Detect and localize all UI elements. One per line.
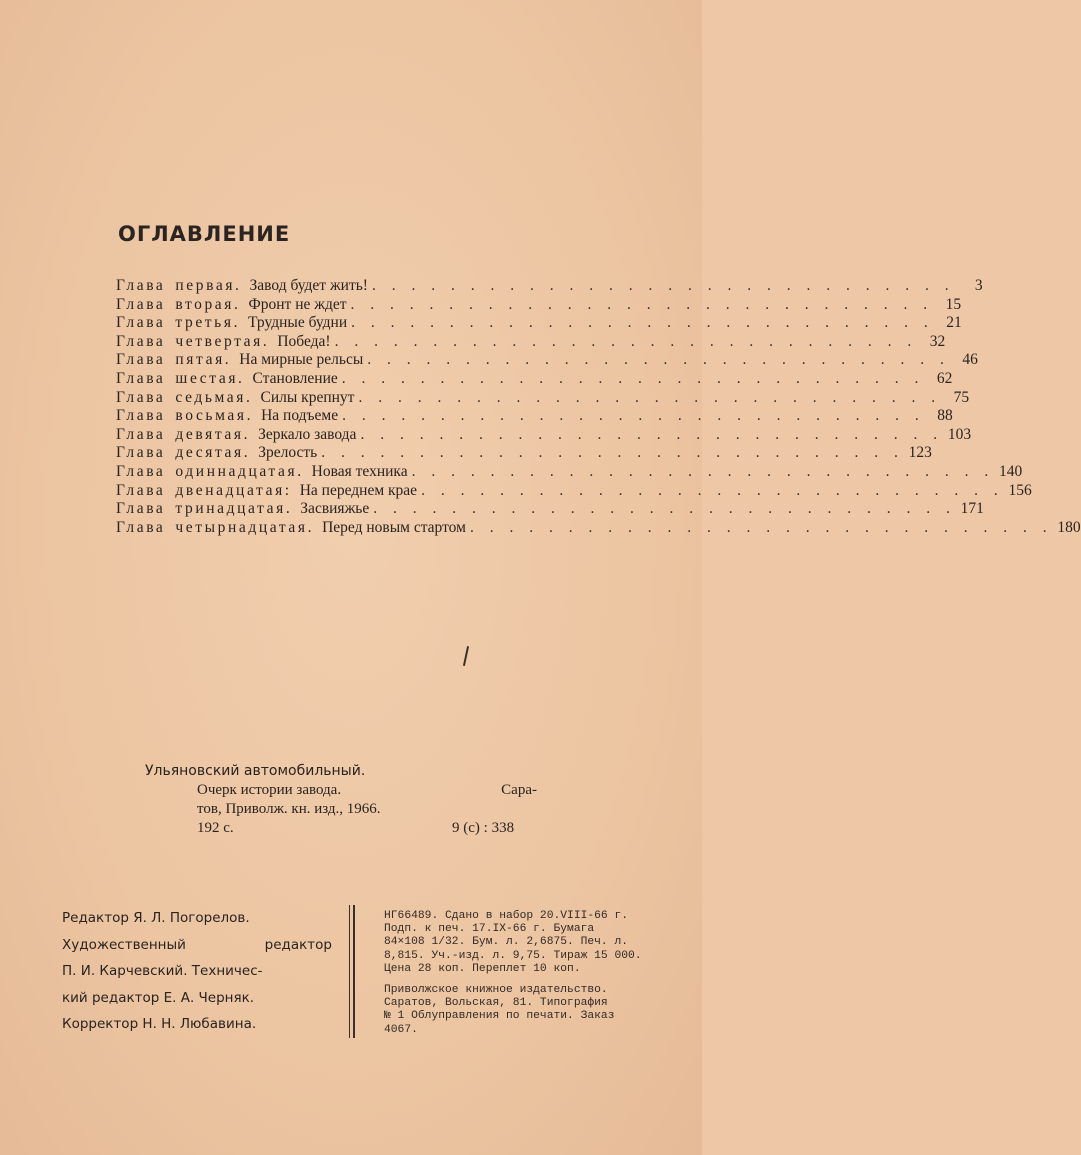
credit-line: редактор	[264, 936, 332, 953]
toc-chapter-label: Глава	[116, 444, 166, 462]
toc-entry	[116, 388, 970, 408]
toc-chapter-title: На подъеме	[261, 407, 339, 425]
toc-entry	[116, 369, 953, 389]
toc-entry	[116, 407, 953, 426]
toc-chapter-number: восьмая.	[175, 407, 254, 425]
toc-page-number: 32	[929, 332, 946, 350]
toc-chapter-label: Глава	[116, 388, 166, 406]
toc-entry	[116, 295, 962, 315]
toc-chapter-number: пятая.	[175, 351, 232, 369]
toc-page-number: 156	[1008, 481, 1032, 499]
toc-chapter-label: Глава	[116, 500, 166, 518]
biblio-line-2: Очерк истории завода.	[197, 782, 342, 798]
toc-page-number: 103	[947, 425, 972, 443]
toc-chapter-title: Фронт не ждет	[248, 295, 347, 313]
toc-leader-dots: . . . . . . . . . . . . . . . . . . . . . . . . . . . . . .	[358, 388, 942, 406]
toc-chapter-title: Трудные будни	[248, 314, 348, 332]
toc-leader-dots: . . . . . . . . . . . . . . . . . . . . . . . . . . . . . .	[341, 369, 925, 387]
toc-page-number: 88	[937, 407, 953, 425]
toc-chapter-label: Глава	[116, 369, 166, 387]
toc-leader-dots: . . . . . . . . . . . . . . . . . . . . . . . . . . . . . .	[342, 407, 925, 425]
print-line: Подп. к печ. 17.IX-66 г. Бумага	[384, 923, 595, 936]
toc-chapter-number: шестая.	[175, 369, 245, 387]
toc-entry	[116, 277, 983, 296]
table-of-contents	[116, 277, 1081, 537]
credit-line: Корректор Н. Н. Любавина.	[62, 1016, 257, 1032]
toc-entry	[116, 332, 946, 352]
toc-chapter-title: Завод будет жить!	[249, 277, 368, 294]
toc-chapter-title: Силы крепнут	[260, 388, 355, 406]
print-line: № 1 Облуправления по печати. Заказ	[384, 1010, 615, 1023]
toc-leader-dots: . . . . . . . . . . . . . . . . . . . . . . . . . . . . . .	[360, 425, 944, 443]
toc-chapter-title: Становление	[252, 369, 338, 387]
toc-chapter-number: первая.	[175, 277, 242, 294]
toc-entry	[116, 462, 1023, 482]
toc-leader-dots: . . . . . . . . . . . . . . . . . . . . . . . . . . . . . .	[351, 314, 934, 332]
biblio-line-3: тов, Приволж. кн. изд., 1966.	[197, 801, 381, 817]
toc-page-number: 180	[1057, 518, 1081, 536]
bibliographic-record	[145, 762, 537, 838]
toc-chapter-number: тринадцатая.	[175, 500, 293, 518]
toc-chapter-number: двенадцатая:	[175, 481, 292, 499]
toc-leader-dots: . . . . . . . . . . . . . . . . . . . . . . . . . . . . . .	[334, 332, 918, 350]
toc-chapter-number: третья.	[175, 314, 241, 332]
toc-chapter-number: седьмая.	[175, 388, 253, 406]
printing-info	[384, 910, 652, 1037]
print-line: 84×108 1/32. Бум. л. 2,6875. Печ. л.	[384, 936, 629, 949]
toc-chapter-label: Глава	[116, 314, 166, 332]
toc-chapter-label: Глава	[116, 277, 166, 294]
toc-leader-dots: . . . . . . . . . . . . . . . . . . . . . . . . . . . . . .	[367, 351, 950, 369]
toc-chapter-number: девятая.	[175, 425, 251, 443]
toc-leader-dots: . . . . . . . . . . . . . . . . . . . . . . . . . . . . . .	[469, 518, 1053, 536]
print-line: Цена 28 коп. Переплет 10 коп.	[384, 962, 581, 975]
toc-leader-dots: . . . . . . . . . . . . . . . . . . . . . . . . . . . . . .	[373, 500, 956, 518]
toc-page-number: 75	[953, 388, 970, 406]
toc-chapter-label: Глава	[116, 351, 166, 369]
toc-entry	[116, 351, 978, 370]
classification-index: 9 (с) : 338	[452, 820, 515, 836]
toc-page-number: 140	[998, 462, 1023, 480]
toc-leader-dots: . . . . . . . . . . . . . . . . . . . . . . . . . . . . . .	[421, 481, 1004, 499]
toc-chapter-title: Новая техника	[311, 462, 408, 480]
toc-chapter-title: Засвияжье	[300, 500, 370, 518]
toc-page-number: 15	[945, 295, 962, 313]
toc-entry	[116, 481, 1032, 501]
credit-line: П. И. Карчевский. Техничес-	[62, 963, 263, 979]
toc-leader-dots: . . . . . . . . . . . . . . . . . . . . . . . . . . . . . .	[371, 277, 955, 294]
toc-chapter-label: Глава	[116, 407, 166, 425]
toc-chapter-title: Победа!	[277, 332, 331, 350]
toc-chapter-title: Перед новым стартом	[322, 518, 466, 536]
print-line: 4067.	[384, 1023, 418, 1036]
toc-page-number: 171	[960, 500, 984, 518]
toc-chapter-number: одиннадцатая.	[175, 462, 304, 480]
toc-leader-dots: . . . . . . . . . . . . . . . . . . . . . . . . . . . . . .	[321, 444, 904, 462]
credit-line: Художественный	[62, 936, 186, 953]
biblio-line-2-end: Сара-	[501, 782, 537, 798]
toc-heading: ОГЛАВЛЕНИЕ	[118, 222, 291, 246]
toc-chapter-label: Глава	[116, 462, 166, 480]
toc-entry	[116, 518, 1081, 538]
biblio-title: Ульяновский автомобильный.	[145, 763, 366, 779]
toc-chapter-label: Глава	[116, 295, 166, 313]
credit-line: Редактор Я. Л. Погорелов.	[62, 910, 250, 926]
biblio-line-4: 192 с.	[197, 820, 234, 836]
toc-page-number: 21	[946, 314, 962, 332]
toc-page-number: 123	[908, 444, 932, 462]
print-line: Приволжское книжное издательство.	[384, 984, 608, 997]
ink-mark	[463, 646, 469, 666]
print-line: НГ66489. Сдано в набор 20.VIII-66 г.	[384, 910, 629, 922]
toc-chapter-number: вторая.	[175, 295, 241, 313]
toc-chapter-number: четвертая.	[175, 332, 270, 350]
toc-chapter-label: Глава	[116, 481, 166, 499]
credit-line: кий редактор Е. А. Черняк.	[62, 989, 255, 1006]
toc-chapter-title: Зеркало завода	[258, 425, 357, 443]
print-line: 8,815. Уч.-изд. л. 9,75. Тираж 15 000.	[384, 949, 642, 962]
toc-entry	[116, 425, 972, 445]
toc-leader-dots: . . . . . . . . . . . . . . . . . . . . . . . . . . . . . .	[350, 295, 934, 313]
print-line: Саратов, Вольская, 81. Типография	[384, 997, 608, 1010]
toc-chapter-label: Глава	[116, 332, 166, 350]
toc-chapter-label: Глава	[116, 425, 166, 443]
toc-chapter-label: Глава	[116, 518, 166, 536]
toc-page-number: 46	[962, 351, 978, 369]
toc-entry	[116, 444, 932, 463]
toc-leader-dots: . . . . . . . . . . . . . . . . . . . . . . . . . . . . . .	[411, 462, 995, 480]
editorial-credits	[62, 905, 332, 1038]
toc-page-number: 3	[974, 277, 983, 294]
toc-chapter-title: На мирные рельсы	[239, 351, 364, 369]
toc-page-number: 62	[936, 369, 953, 387]
toc-chapter-number: десятая.	[175, 444, 251, 462]
toc-chapter-number: четырнадцатая.	[175, 518, 315, 536]
toc-entry	[116, 500, 984, 519]
toc-chapter-title: На переднем крае	[299, 481, 418, 499]
column-divider	[349, 905, 351, 1038]
toc-chapter-title: Зрелость	[258, 444, 318, 462]
toc-entry	[116, 314, 962, 333]
